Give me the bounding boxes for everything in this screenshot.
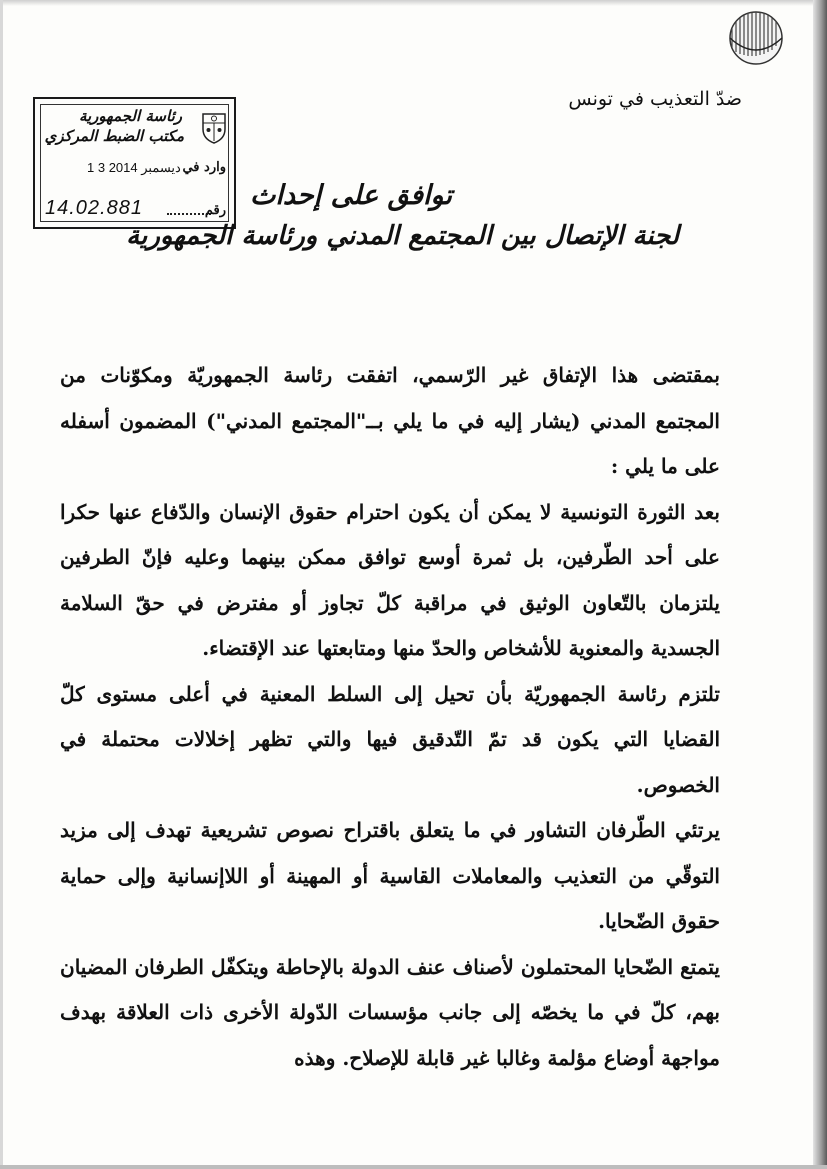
body-paragraph: بعد الثورة التونسية لا يمكن أن يكون احترام حقوق الإنسان والدّفاع عنها حكرا على أحد الطّرفين، بل ثمرة أوسع توافق ممكن بينهما وعليه فإنّ الطرفين يلتزمان بالتّعاون الوثيق في مراقبة كلّ تجاوز أو مفترض في حقّ السلامة الجسدية والمعنوية للأشخاص والحدّ منها ومتابعتها عند الإقتضاء. [60,499,720,660]
stamp-date: 1 3 ديسمبر 2014 [87,160,181,175]
body-paragraph: يتمتع الضّحايا المحتملون لأصناف عنف الدولة بالإحاطة ويتكفّل الطرفان المضيان بهم، كلّ في ما يخصّه إلى جانب مؤسسات الدّولة الأخرى ذات العلاقة بهدف مواجهة أوضاع مؤلمة وغالبا غير قابلة للإصلاح. وهذه [60,954,720,1070]
stamp-date-label: وارد في [182,160,226,175]
stamp-number-label: رقم [204,203,226,218]
scan-edge-top [0,0,827,6]
tunisia-emblem-icon [199,111,229,145]
stamp-number: 14.02.881 [45,197,143,219]
body-paragraph: يرتئي الطّرفان التشاور في ما يتعلق باقتراح نصوص تشريعية تهدف إلى مزيد التوقّي من التعذيب والمعاملات القاسية أو المهينة أو اللاإنسانية وإلى حماية حقوق الضّحايا. [60,818,720,933]
stamp-institution: رئاسة الجمهورية [78,107,182,125]
punch-hole-icon [728,10,784,66]
document-title-line-1: توافق على إحداث [249,180,452,211]
stamp-office: مكتب الضبط المركزي [44,127,184,145]
body-paragraph: تلتزم رئاسة الجمهوريّة بأن تحيل إلى السلط المعنية في أعلى مستوى كلّ القضايا التي يكون قد تمّ التّدقيق فيها والتي تظهر إخلالات محتملة في الخصوص. [60,681,720,797]
document-title-line-2: لجنة الإتصال بين المجتمع المدني ورئاسة الجمهورية [126,221,679,251]
stamp-inner-frame [40,104,229,222]
scan-edge-bottom [0,1165,827,1169]
document-body [60,353,720,1081]
body-paragraph: بمقتضى هذا الإتفاق غير الرّسمي، اتفقت رئاسة الجمهوريّة ومكوّنات من المجتمع المدني (يشار إليه في ما يلي بــ"المجتمع المدني") المضمون أسفله على ما يلي : [60,363,720,478]
document-header-line: ضدّ التعذيب في تونس [568,88,742,110]
scan-edge-right [813,0,827,1169]
scan-edge-left [0,0,3,1169]
registry-stamp [33,97,236,229]
